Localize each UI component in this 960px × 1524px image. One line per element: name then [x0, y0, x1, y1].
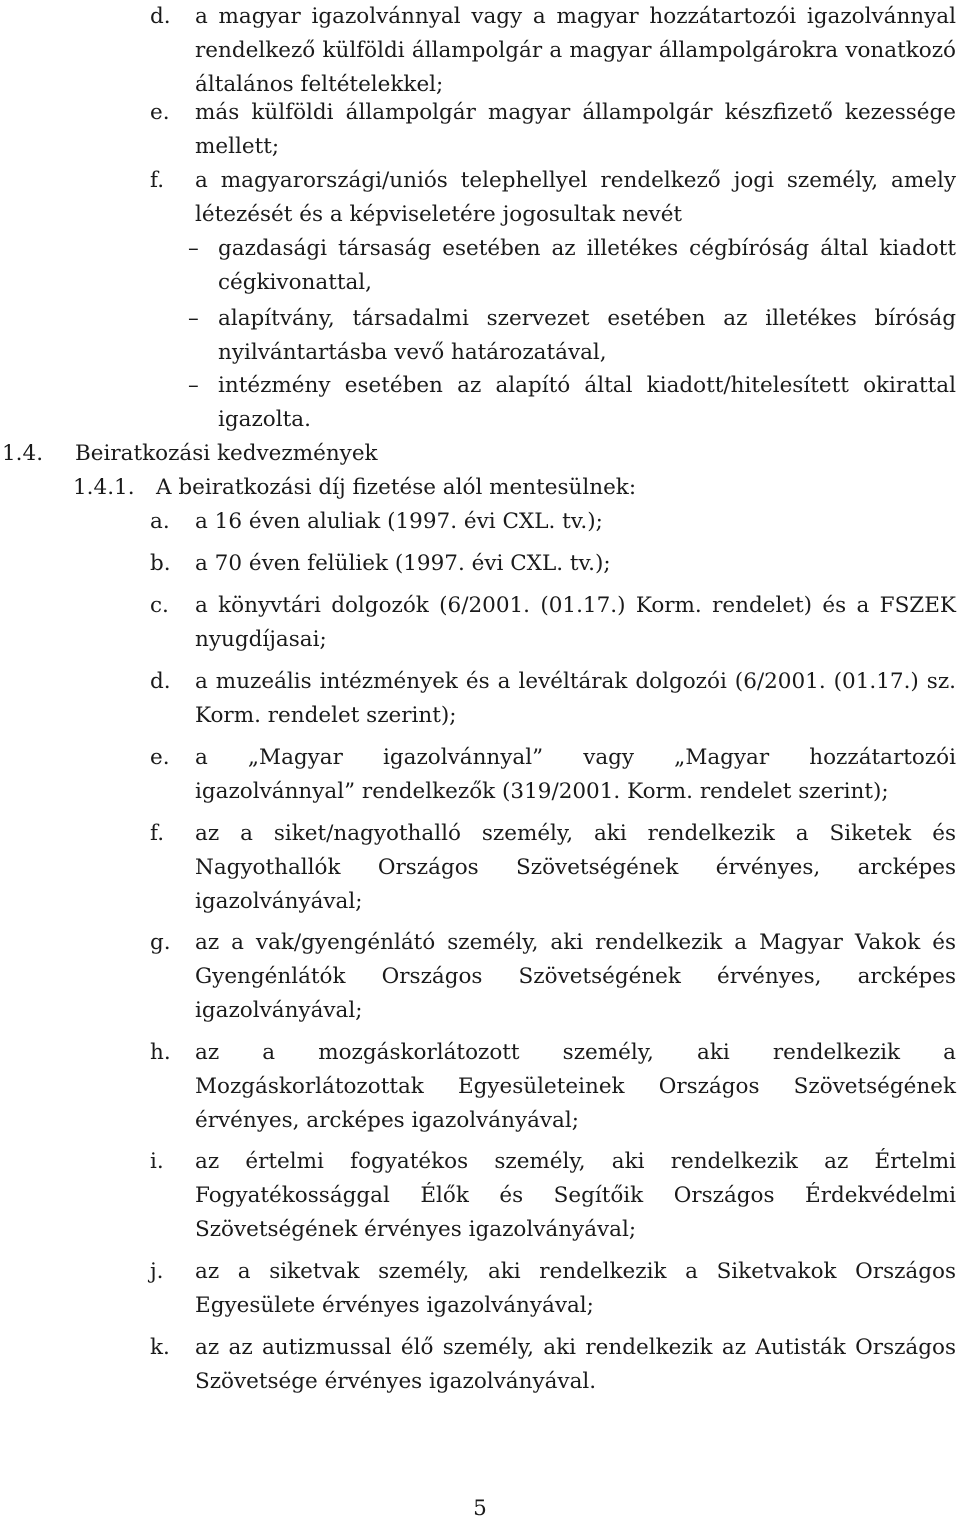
- list-marker: g.: [150, 930, 171, 955]
- list-item-text: a könyvtári dolgozók (6/2001. (01.17.) Korm. rendelet) és a FSZEK nyugdíjasai;: [195, 593, 956, 652]
- list-marker: e.: [150, 100, 170, 125]
- list-item-text: az a siket/nagyothalló személy, aki rendelkezik a Siketek és Nagyothallók Országos Szövetségének érvényes, arcképes igazolványával;: [195, 821, 956, 914]
- list-marker: c.: [150, 593, 169, 618]
- list-item-text: az a siketvak személy, aki rendelkezik a Siketvakok Országos Egyesülete érvényes igazolványával;: [195, 1259, 956, 1318]
- list-item-text: a „Magyar igazolvánnyal” vagy „Magyar hozzátartozói igazolvánnyal” rendelkezők (319/2001. Korm. rendelet szerint);: [195, 745, 956, 804]
- list-marker: d.: [150, 669, 171, 694]
- dash-marker: –: [188, 236, 199, 261]
- list-marker: i.: [150, 1149, 164, 1174]
- page-number: 5: [473, 1496, 487, 1521]
- list-item-text: a magyar igazolvánnyal vagy a magyar hozzátartozói igazolvánnyal rendelkező külföldi állampolgár a magyar állampolgárokra vonatkozó általános feltételekkel;: [195, 4, 956, 97]
- list-marker: d.: [150, 4, 171, 29]
- list-marker: e.: [150, 745, 170, 770]
- list-item-text: a 16 éven aluliak (1997. évi CXL. tv.);: [195, 509, 603, 534]
- list-item-text: a 70 éven felüliek (1997. évi CXL. tv.);: [195, 551, 611, 576]
- list-marker: a.: [150, 509, 170, 534]
- list-marker: f.: [150, 168, 165, 193]
- list-item-text: az a vak/gyengénlátó személy, aki rendelkezik a Magyar Vakok és Gyengénlátók Országos Szövetségének érvényes, arcképes igazolványával;: [195, 930, 956, 1023]
- dash-marker: –: [188, 306, 199, 331]
- list-marker: b.: [150, 551, 171, 576]
- list-marker: f.: [150, 821, 165, 846]
- section-number: 1.4.: [2, 441, 44, 466]
- subsection-title: A beiratkozási díj fizetése alól mentesülnek:: [156, 475, 637, 500]
- list-item-text: az az autizmussal élő személy, aki rendelkezik az Autisták Országos Szövetsége érvényes igazolványával.: [195, 1335, 956, 1394]
- dash-marker: –: [188, 373, 199, 398]
- dash-item-text: alapítvány, társadalmi szervezet esetében az illetékes bíróság nyilvántartásba vevő határozatával,: [218, 306, 956, 365]
- list-item-text: a magyarországi/uniós telephellyel rendelkező jogi személy, amely létezését és a képviseletére jogosultak nevét: [195, 168, 956, 227]
- list-item-text: az értelmi fogyatékos személy, aki rendelkezik az Értelmi Fogyatékossággal Élők és Segítőik Országos Érdekvédelmi Szövetségének érvényes igazolványával;: [195, 1149, 956, 1242]
- list-marker: k.: [150, 1335, 170, 1360]
- subsection-number: 1.4.1.: [73, 475, 135, 500]
- section-title: Beiratkozási kedvezmények: [75, 441, 378, 466]
- list-marker: j.: [150, 1259, 164, 1284]
- list-item-text: az a mozgáskorlátozott személy, aki rendelkezik a Mozgáskorlátozottak Egyesületeinek Országos Szövetségének érvényes, arcképes igazolványával;: [195, 1040, 956, 1133]
- list-marker: h.: [150, 1040, 171, 1065]
- dash-item-text: gazdasági társaság esetében az illetékes cégbíróság által kiadott cégkivonattal,: [218, 236, 956, 295]
- dash-item-text: intézmény esetében az alapító által kiadott/hitelesített okirattal igazolta.: [218, 373, 956, 432]
- list-item-text: a muzeális intézmények és a levéltárak dolgozói (6/2001. (01.17.) sz. Korm. rendelet szerint);: [195, 669, 956, 728]
- list-item-text: más külföldi állampolgár magyar állampolgár készfizető kezessége mellett;: [195, 100, 956, 159]
